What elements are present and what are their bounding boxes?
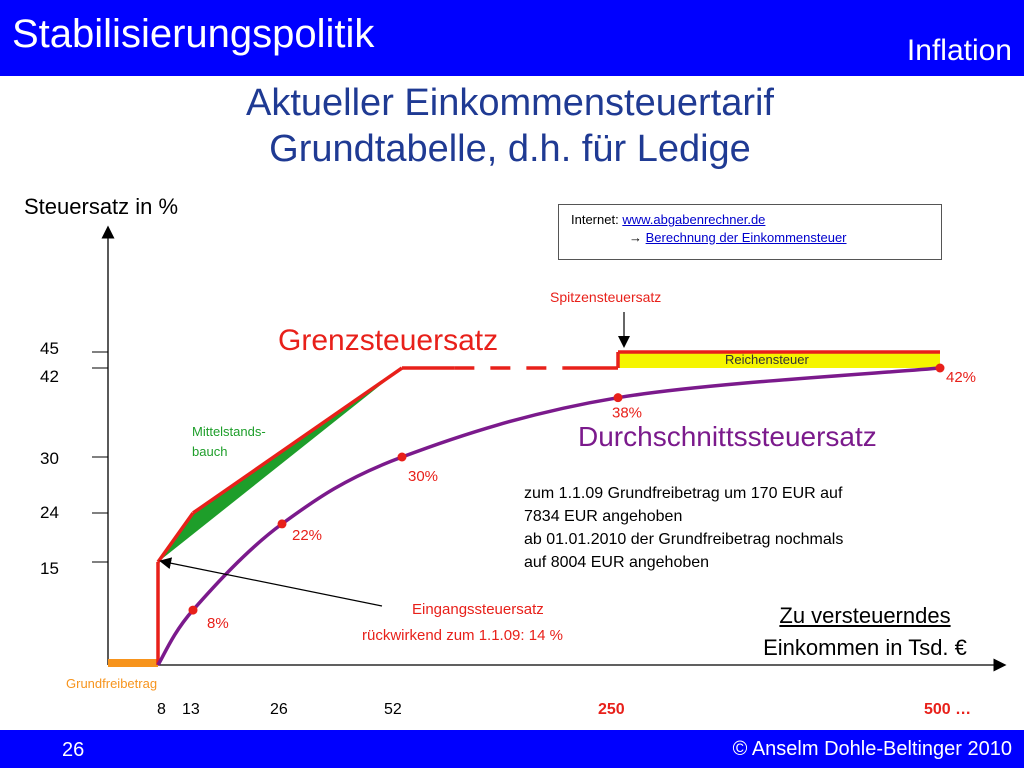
reichensteuer-label: Reichensteuer bbox=[725, 352, 809, 367]
info-prefix: Internet: bbox=[571, 212, 623, 227]
x-axis-title bbox=[720, 600, 1010, 664]
mittelstandsbauch-label-1: Mittelstands- bbox=[192, 424, 266, 439]
eingangssteuersatz-label-2: rückwirkend zum 1.1.09: 14 % bbox=[362, 627, 563, 644]
grundfreibetrag-bar bbox=[108, 659, 158, 667]
link-berechnung[interactable]: Berechnung der Einkommensteuer bbox=[645, 230, 847, 245]
x-tick-label: 250 bbox=[598, 701, 625, 718]
x-tick-label: 13 bbox=[182, 701, 200, 718]
note-line3: ab 01.01.2010 der Grundfreibetrag nochmals bbox=[524, 531, 844, 548]
topic-label: Inflation bbox=[906, 34, 1012, 67]
eingangssteuersatz-arrow bbox=[165, 562, 382, 606]
note-line4: auf 8004 EUR angehoben bbox=[524, 554, 710, 571]
page-number: 26 bbox=[62, 739, 85, 761]
y-tick-label: 30 bbox=[40, 449, 59, 468]
grenzsteuersatz-label: Grenzsteuersatz bbox=[278, 324, 499, 357]
arrow-icon: → bbox=[629, 230, 642, 245]
x-tick-label: 8 bbox=[157, 701, 166, 718]
spitzensteuersatz-label: Spitzensteuersatz bbox=[550, 289, 662, 305]
footer-bar bbox=[0, 730, 1024, 768]
link-abgabenrechner[interactable]: www.abgabenrechner.de bbox=[622, 212, 766, 227]
grundfreibetrag-label: Grundfreibetrag bbox=[66, 676, 158, 691]
grundfreibetrag-note bbox=[524, 482, 944, 574]
y-axis-label: Steuersatz in % bbox=[24, 194, 179, 219]
y-tick-label: 24 bbox=[40, 503, 59, 522]
average-point bbox=[614, 393, 623, 402]
average-point bbox=[936, 364, 945, 373]
copyright: © Anselm Dohle-Beltinger 2010 bbox=[732, 738, 1012, 760]
average-point-label: 30% bbox=[408, 468, 439, 485]
average-point-label: 38% bbox=[612, 404, 643, 422]
y-tick-label: 15 bbox=[40, 559, 59, 578]
x-tick-label: 500 … bbox=[924, 701, 972, 718]
mittelstandsbauch-area bbox=[158, 368, 402, 562]
x-axis-title-line1: Zu versteuerndes bbox=[779, 603, 951, 628]
slide-title-line1: Aktueller Einkommensteuertarif bbox=[246, 82, 774, 124]
course-title: Stabilisierungspolitik bbox=[12, 12, 375, 56]
note-line2: 7834 EUR angehoben bbox=[524, 508, 683, 525]
average-point-label: 42% bbox=[946, 369, 977, 386]
x-tick-label: 26 bbox=[270, 701, 288, 718]
average-point bbox=[398, 453, 407, 462]
eingangssteuersatz-label-1: Eingangssteuersatz bbox=[412, 601, 544, 618]
note-line1: zum 1.1.09 Grundfreibetrag um 170 EUR auf bbox=[524, 485, 843, 502]
durchschnittssteuersatz-label: Durchschnittssteuersatz bbox=[578, 421, 877, 452]
marginal-seg-2 bbox=[193, 368, 402, 513]
slide-title-line2: Grundtabelle, d.h. für Ledige bbox=[269, 128, 751, 170]
average-point-label: 8% bbox=[207, 615, 229, 633]
x-axis-title-line2: Einkommen in Tsd. € bbox=[763, 635, 967, 660]
x-tick-label: 52 bbox=[384, 701, 402, 718]
mittelstandsbauch-label-2: bauch bbox=[192, 444, 228, 459]
average-point bbox=[189, 606, 198, 615]
y-tick-label: 45 bbox=[40, 339, 59, 358]
average-point bbox=[278, 519, 287, 528]
average-point-label: 22% bbox=[292, 526, 323, 544]
y-tick-label: 42 bbox=[40, 367, 59, 386]
